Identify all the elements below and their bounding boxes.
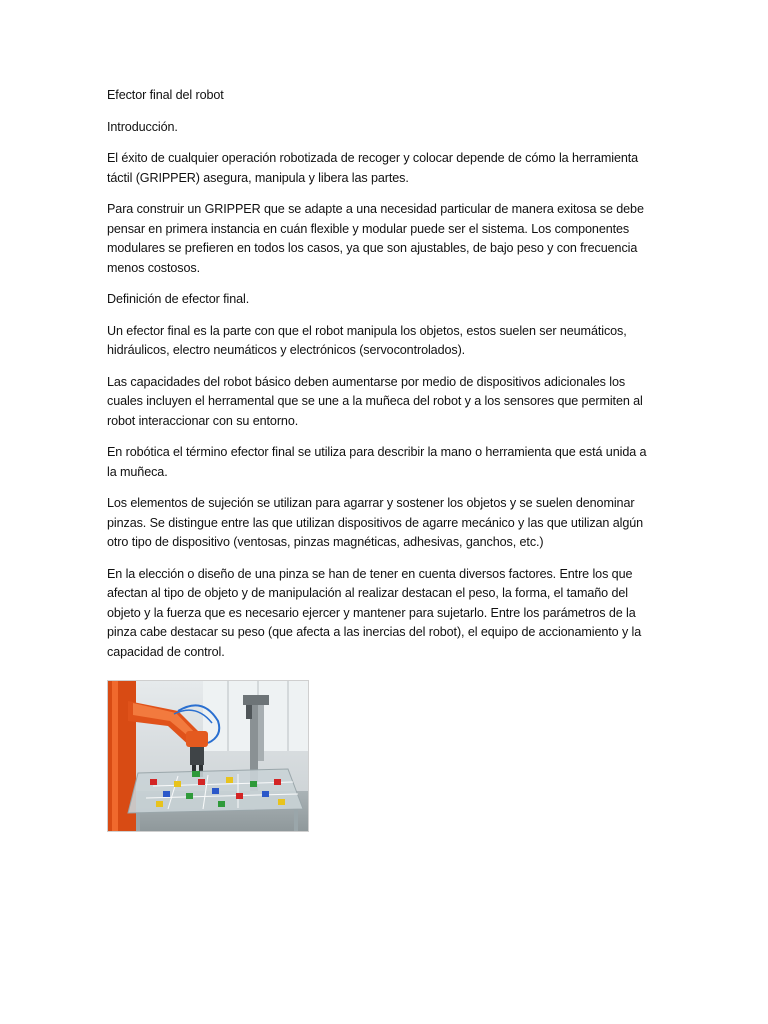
intro-heading: Introducción. (107, 119, 178, 134)
paragraph-1: El éxito de cualquier operación robotizada de recoger y colocar depende de cómo la herramienta táctil (GRIPPER) asegura, manipula y libera las partes. (107, 151, 639, 185)
paragraph-7: En la elección o diseño de una pinza se han de tener en cuenta diversos factores. Entre los que afectan al tipo de objeto y de manipulación al realizar destacan el peso, la forma, el tamaño del objeto y la fuerza que es necesario ejercer y mantener para sujetarlo. Entre los parámetros de la pinza cabe destacar su peso (que afecta a las inercias del robot), el equipo de accionamiento y la capacidad de control. (107, 566, 642, 659)
paragraph-6: Los elementos de sujeción se utilizan para agarrar y sostener los objetos y se suelen denominar pinzas. Se distingue entre las que utilizan dispositivos de agarre mecánico y las que utilizan algún otro tipo de dispositivo (ventosas, pinzas magnéticas, adhesivas, ganchos, etc.) (107, 496, 644, 549)
paragraph-3: Un efector final es la parte con que el robot manipula los objetos, estos suelen ser neumáticos, hidráulicos, electro neumáticos y electrónicos (servocontrolados). (107, 323, 627, 357)
paragraph-4: Las capacidades del robot básico deben aumentarse por medio de dispositivos adicionales los cuales incluyen el herramental que se une a la muñeca del robot y a los sensores que permiten al robot interaccionar con su entorno. (107, 374, 643, 428)
document-title: Efector final del robot (107, 88, 224, 102)
document-page (107, 86, 659, 832)
robot-gripper-photo (107, 680, 309, 832)
definition-heading: Definición de efector final. (107, 292, 250, 306)
paragraph-2: Para construir un GRIPPER que se adapte a una necesidad particular de manera exitosa se debe pensar en primera instancia en cuán flexible y modular puede ser el sistema. Los componentes modulares se prefieren en todos los casos, ya que son ajustables, de bajo peso y con frecuencia menos costosos. (107, 202, 644, 275)
paragraph-5: En robótica el término efector final se utiliza para describir la mano o herramienta que está unida a la muñeca. (107, 445, 647, 479)
